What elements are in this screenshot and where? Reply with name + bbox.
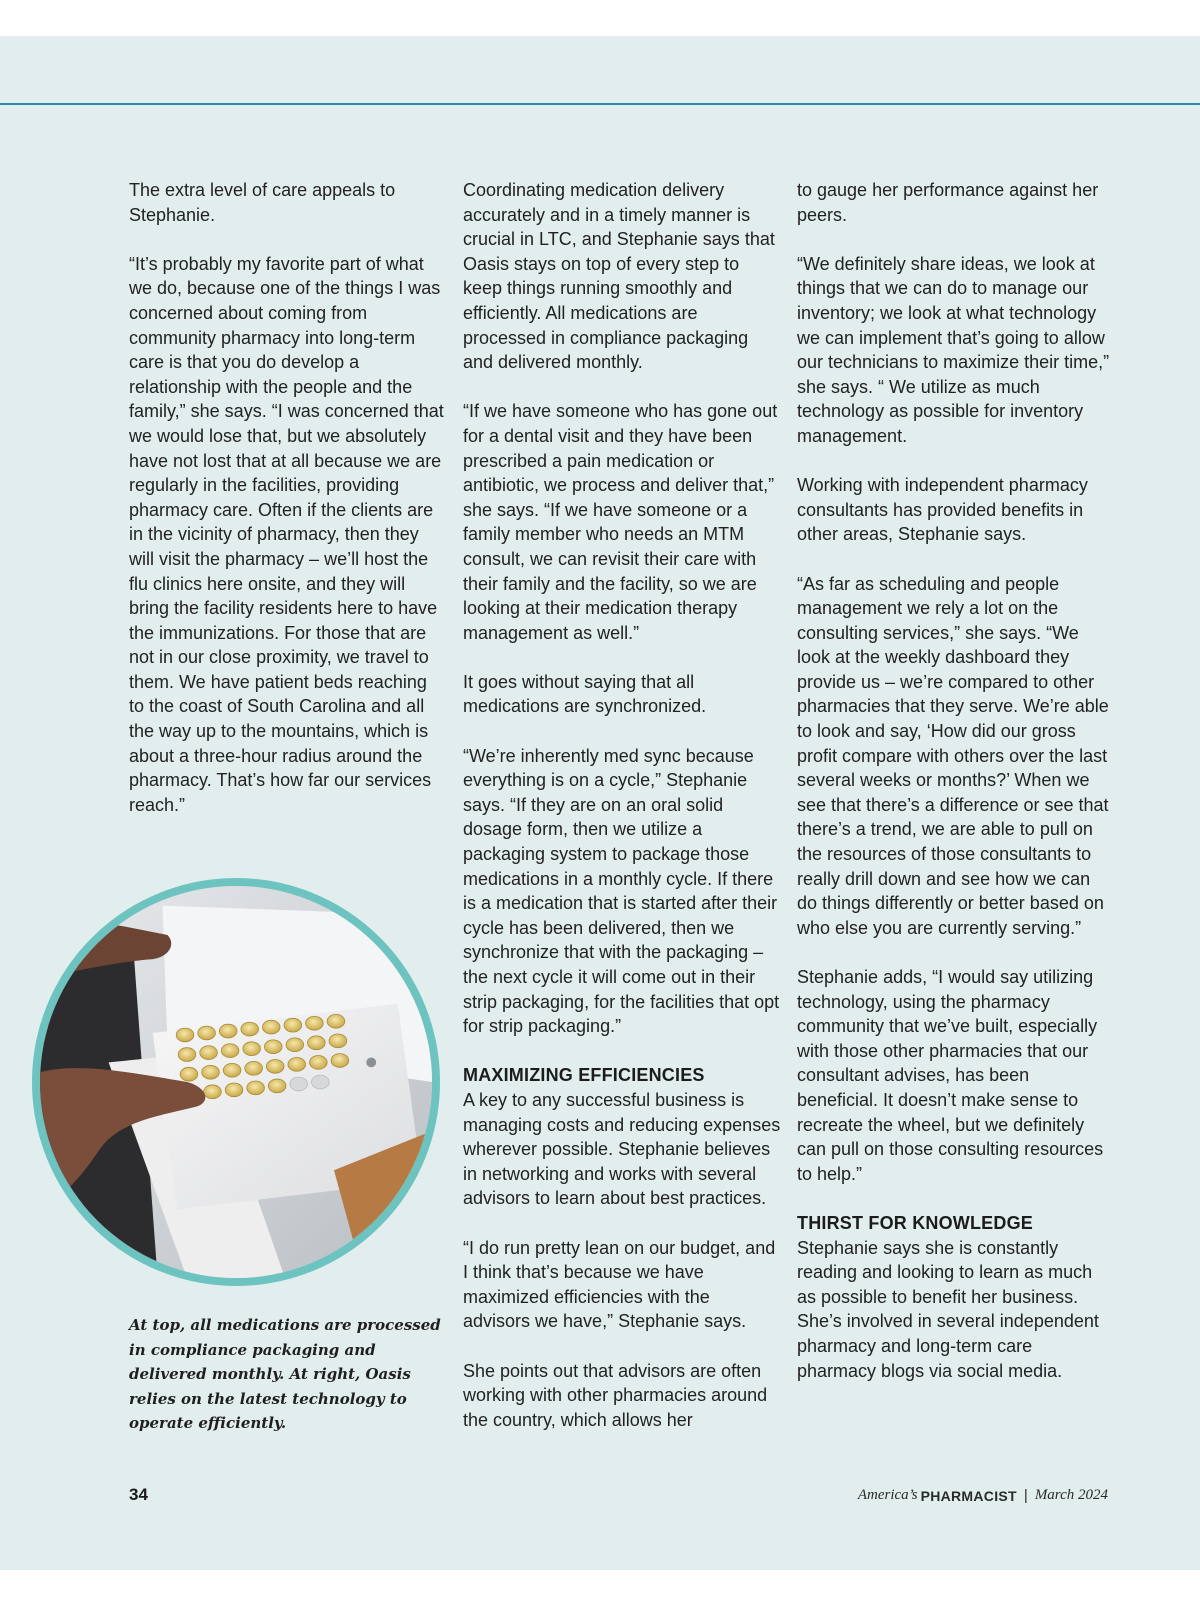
paragraph: Stephanie adds, “I would say utilizing technology, using the pharmacy community that we’ve built, especially with those other pharmacies that our consultant advises, has been beneficial. It doesn’t make sense to recreate the wheel, but we definitely can pull on those consulting resources to help.”: [797, 967, 1104, 1184]
paragraph: “As far as scheduling and people management we rely a lot on the consulting services,” she says. “We look at the weekly dashboard they provide us – we’re compared to other pharmacies that they serve. We’re able to look and say, ‘How did our gross profit compare with others over the last several weeks or months?’ When we see that there’s a difference or see that there’s a trend, we are able to pull on the resources of those consultants to really drill down and see how we can do things differently or better based on who else you are currently serving.”: [797, 573, 1109, 938]
paragraph: She points out that advisors are often working with other pharmacies around the country, which allows her: [463, 1360, 768, 1430]
paragraph: Coordinating medication delivery accurately and in a timely manner is crucial in LTC, and Stephanie says that Oasis stays on top of every step to keep things running smoothly and efficiently. All medications are processed in compliance packaging and delivered monthly.: [463, 180, 775, 373]
section-heading: THIRST FOR KNOWLEDGE: [797, 1212, 1033, 1233]
column-1: [129, 178, 445, 817]
paragraph: The extra level of care appeals to Stephanie.: [129, 180, 396, 225]
publication-name: PHARMACIST: [920, 1487, 1017, 1504]
footer-separator: |: [1023, 1487, 1028, 1504]
compliance-packaging-photo: [32, 878, 440, 1286]
paragraph: “It’s probably my favorite part of what we do, because one of the things I was concerned about coming from community pharmacy into long-term care is that you do develop a relationship with the people and the family,” she says. “I was concerned that we would lose that, but we absolutely have not lost that at all because we are regularly in the facilities, providing pharmacy care. Often if the clients are in the vicinity of pharmacy, then they will visit the pharmacy – we’ll host the flu clinics here onsite, and they will bring the facility residents here to have the immunizations. For those that are not in our close proximity, we travel to them. We have patient beds reaching to the coast of South Carolina and all the way up to the mountains, which is about a three-hour radius around the pharmacy. That’s how far our services reach.”: [129, 253, 444, 815]
paragraph: Stephanie says she is constantly reading and looking to learn as much as possible to benefit her business. She’s involved in several independent pharmacy and long-term care pharmacy blogs via social media.: [797, 1237, 1099, 1381]
page-number: 34: [129, 1485, 148, 1504]
photo-caption: At top, all medications are processed in compliance packaging and delivered monthly. At right, Oasis relies on the latest technology to operate efficiently.: [129, 1316, 441, 1432]
paragraph: “We’re inherently med sync because everything is on a cycle,” Stephanie says. “If they are on an oral solid dosage form, then we utilize a packaging system to package those medications in a monthly cycle. If there is a medication that is started after their cycle has been delivered, then we synchronize that with the packaging – the next cycle it will come out in their strip packaging, for the facilities that opt for strip packaging.”: [463, 745, 780, 1037]
packaging-image: [40, 886, 432, 1278]
paragraph: “If we have someone who has gone out for a dental visit and they have been prescribed a pain medication or antibiotic, we process and deliver that,” she says. “If we have someone or a family member who needs an MTM consult, we can revisit their care with their family and the facility, so we are looking at their medication therapy management as well.”: [463, 401, 778, 643]
publication-footer: [858, 1487, 1108, 1504]
header-rule: [0, 103, 1200, 105]
paragraph: to gauge her performance against her peers.: [797, 180, 1099, 225]
paragraph: Working with independent pharmacy consultants has provided benefits in other areas, Stephanie says.: [797, 475, 1088, 545]
magazine-page: [0, 36, 1200, 1570]
paragraph: “We definitely share ideas, we look at things that we can do to manage our inventory; we look at what technology we can implement that’s going to allow our technicians to maximize their time,” she says. “ We utilize as much technology as possible for inventory management.: [797, 253, 1110, 446]
section-heading: MAXIMIZING EFFICIENCIES: [463, 1065, 705, 1086]
column-3: [797, 178, 1115, 1383]
paragraph: It goes without saying that all medications are synchronized.: [463, 671, 707, 717]
paragraph: A key to any successful business is managing costs and reducing expenses wherever possible. Stephanie believes in networking and works with several advisors to learn about best practices.: [463, 1089, 781, 1209]
publication-prefix: America’s: [857, 1487, 918, 1503]
issue-date: March 2024: [1034, 1487, 1108, 1503]
paragraph: “I do run pretty lean on our budget, and I think that’s because we have maximized efficiencies with the advisors we have,” Stephanie says.: [463, 1237, 776, 1332]
column-2: [463, 178, 781, 1432]
